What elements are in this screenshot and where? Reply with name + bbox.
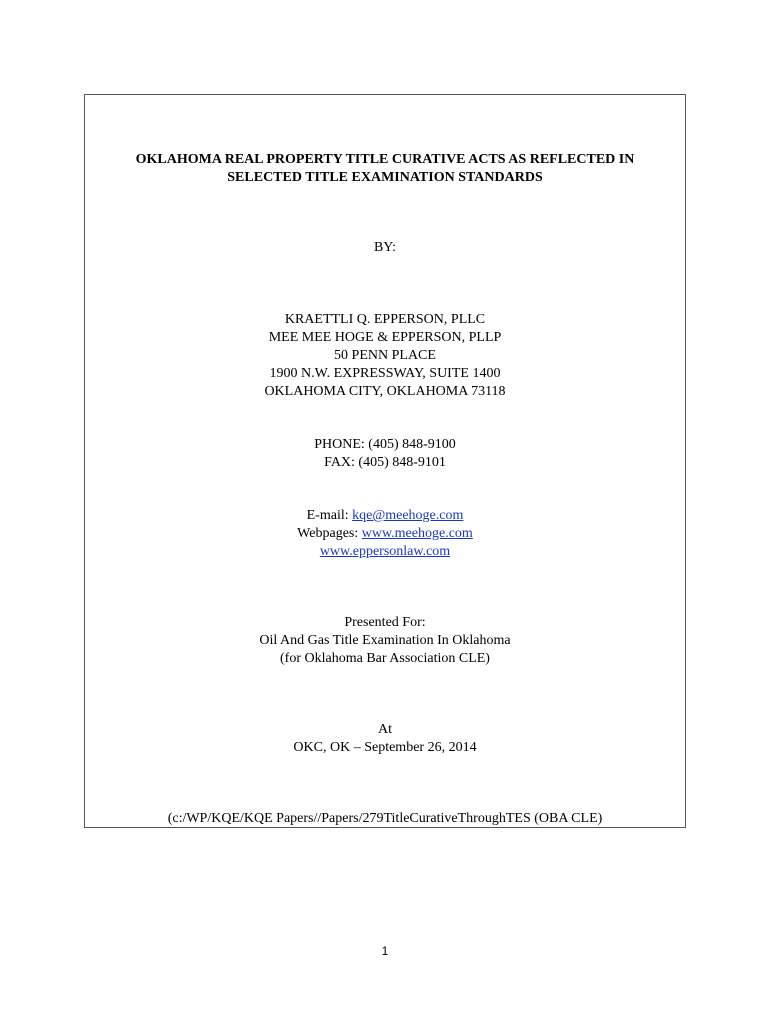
email-label: E-mail: [306, 508, 353, 523]
at-label: At [378, 722, 392, 737]
webpage-link-eppersonlaw[interactable]: www.eppersonlaw.com [319, 544, 451, 559]
webpages-line [85, 525, 685, 543]
document-title-line-1: OKLAHOMA REAL PROPERTY TITLE CURATIVE ACTS AS REFLECTED IN [135, 152, 635, 167]
cover-page-box [84, 94, 686, 828]
webpages-label: Webpages: [297, 526, 362, 541]
email-link[interactable]: kqe@meehoge.com [352, 508, 464, 523]
place-and-date: OKC, OK – September 26, 2014 [293, 740, 477, 755]
page-number: 1 [381, 944, 389, 958]
author-firm-1: KRAETTLI Q. EPPERSON, PLLC [284, 312, 486, 327]
presented-for-label: Presented For: [344, 615, 426, 630]
document-title-line-2: SELECTED TITLE EXAMINATION STANDARDS [227, 170, 543, 185]
address-city: OKLAHOMA CITY, OKLAHOMA 73118 [264, 384, 506, 399]
file-path: (c:/WP/KQE/KQE Papers//Papers/279TitleCurativeThroughTES (OBA CLE) [167, 811, 603, 826]
address-line-2: 1900 N.W. EXPRESSWAY, SUITE 1400 [269, 366, 501, 381]
webpage-line-2 [85, 543, 685, 561]
address-line-1: 50 PENN PLACE [334, 348, 436, 363]
fax-number: FAX: (405) 848-9101 [324, 455, 446, 470]
by-label: BY: [373, 240, 397, 255]
course-title: Oil And Gas Title Examination In Oklahoma [259, 633, 511, 648]
author-firm-2: MEE MEE HOGE & EPPERSON, PLLP [268, 330, 502, 345]
webpage-link-meehoge[interactable]: www.meehoge.com [361, 526, 473, 541]
email-line [85, 507, 685, 525]
phone-number: PHONE: (405) 848-9100 [314, 437, 456, 452]
course-sponsor: (for Oklahoma Bar Association CLE) [280, 651, 490, 666]
